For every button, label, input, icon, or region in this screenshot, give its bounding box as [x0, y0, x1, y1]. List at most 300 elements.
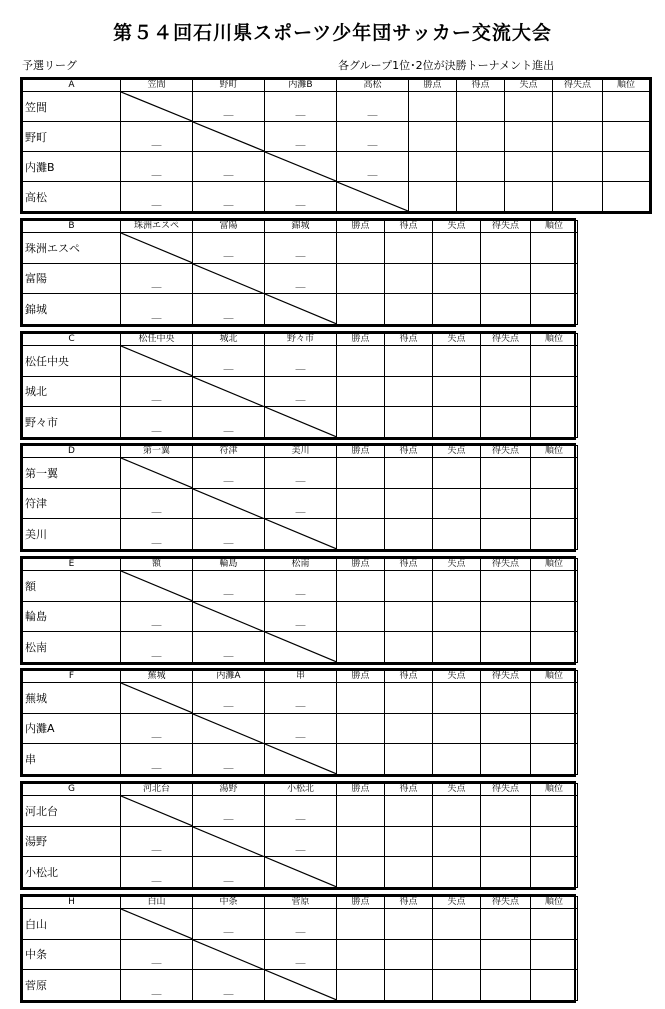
score-cell: [193, 294, 265, 325]
score-cell: [265, 458, 337, 489]
stat-header: 勝点: [409, 80, 457, 92]
score-cell: [193, 857, 265, 888]
diagonal-slash: [193, 940, 264, 970]
opponent-header: 松南: [265, 559, 337, 571]
stat-header: 得点: [385, 784, 433, 796]
score-cell: [337, 122, 409, 152]
stat-cell: [385, 407, 433, 438]
group-label: C: [23, 334, 121, 346]
stat-cell: [531, 713, 578, 744]
self-match-cell: [121, 796, 193, 827]
stat-cell: [531, 346, 578, 377]
score-cell: [265, 826, 337, 857]
blank-score: ＿: [151, 422, 162, 434]
stat-header: 勝点: [337, 559, 385, 571]
blank-score: ＿: [367, 107, 378, 118]
score-cell: [121, 601, 193, 632]
diagonal-slash: [193, 827, 264, 857]
table-row: [23, 571, 578, 602]
stat-cell: [531, 263, 578, 294]
diagonal-slash: [121, 233, 192, 263]
table-row: [23, 263, 578, 294]
team-name: 錦城: [23, 294, 121, 325]
stat-cell: [553, 182, 603, 212]
stat-header: 順位: [531, 671, 578, 683]
score-cell: [121, 263, 193, 294]
blank-score: ＿: [151, 616, 162, 628]
stat-cell: [481, 571, 531, 602]
team-name: 湯野: [23, 826, 121, 857]
diagonal-slash: [265, 519, 336, 549]
blank-score: ＿: [223, 473, 234, 485]
blank-score: ＿: [295, 391, 306, 403]
table-row: [23, 909, 578, 940]
team-name: 富陽: [23, 263, 121, 294]
self-match-cell: [193, 713, 265, 744]
blank-score: ＿: [295, 698, 306, 710]
advancement-note: 各グループ1位･2位が決勝トーナメント進出: [338, 59, 555, 72]
stat-cell: [337, 939, 385, 970]
stat-cell: [385, 632, 433, 663]
table-row: [23, 233, 578, 264]
diagonal-slash: [193, 489, 264, 519]
score-cell: [193, 458, 265, 489]
stat-cell: [385, 571, 433, 602]
stat-cell: [385, 713, 433, 744]
team-name: 珠洲エスペ: [23, 233, 121, 264]
group-e-table: [20, 556, 576, 665]
score-cell: [121, 970, 193, 1001]
stat-cell: [505, 122, 553, 152]
score-cell: [121, 857, 193, 888]
diagonal-slash: [265, 857, 336, 887]
blank-score: ＿: [295, 924, 306, 936]
score-cell: [265, 182, 337, 212]
blank-score: ＿: [151, 137, 162, 148]
score-cell: [193, 909, 265, 940]
stat-header: 得点: [385, 559, 433, 571]
blank-score: ＿: [223, 248, 234, 260]
stat-cell: [433, 519, 481, 550]
blank-score: ＿: [151, 391, 162, 403]
stat-cell: [531, 488, 578, 519]
diagonal-slash: [265, 632, 336, 662]
stat-cell: [337, 857, 385, 888]
stat-cell: [481, 683, 531, 714]
opponent-header: 符津: [193, 446, 265, 458]
blank-score: ＿: [223, 422, 234, 434]
table-row: [23, 970, 578, 1001]
group-d-table: [20, 443, 576, 552]
stat-cell: [481, 713, 531, 744]
table-row: [23, 857, 578, 888]
opponent-header: 野町: [193, 80, 265, 92]
team-name: 野々市: [23, 407, 121, 438]
stat-cell: [481, 970, 531, 1001]
blank-score: ＿: [223, 534, 234, 546]
team-name: 松南: [23, 632, 121, 663]
stat-cell: [553, 152, 603, 182]
stat-header: 失点: [433, 784, 481, 796]
stat-header: 順位: [531, 334, 578, 346]
stat-cell: [385, 294, 433, 325]
blank-score: ＿: [151, 872, 162, 884]
self-match-cell: [121, 92, 193, 122]
score-cell: [265, 909, 337, 940]
group-h-table: [20, 894, 576, 1003]
diagonal-slash: [193, 714, 264, 744]
stat-cell: [385, 939, 433, 970]
stat-cell: [481, 796, 531, 827]
group-label: H: [23, 897, 121, 909]
table-row: [23, 346, 578, 377]
diagonal-slash: [265, 294, 336, 324]
team-name: 美川: [23, 519, 121, 550]
diagonal-slash: [193, 602, 264, 632]
team-name: 蕪城: [23, 683, 121, 714]
blank-score: ＿: [295, 811, 306, 823]
blank-score: ＿: [151, 954, 162, 966]
team-name: 第一翼: [23, 458, 121, 489]
opponent-header: 額: [121, 559, 193, 571]
stat-cell: [481, 826, 531, 857]
stat-cell: [409, 182, 457, 212]
stat-cell: [481, 488, 531, 519]
opponent-header: 笠間: [121, 80, 193, 92]
stat-cell: [433, 571, 481, 602]
score-cell: [121, 407, 193, 438]
stat-cell: [409, 122, 457, 152]
stat-cell: [505, 182, 553, 212]
stat-cell: [337, 263, 385, 294]
diagonal-slash: [337, 182, 408, 211]
stat-cell: [433, 376, 481, 407]
self-match-cell: [265, 744, 337, 775]
score-cell: [121, 488, 193, 519]
self-match-cell: [121, 571, 193, 602]
opponent-header: 美川: [265, 446, 337, 458]
opponent-header: 城北: [193, 334, 265, 346]
stat-cell: [337, 346, 385, 377]
group-g-table: [20, 781, 576, 890]
blank-score: ＿: [295, 361, 306, 373]
blank-score: ＿: [295, 473, 306, 485]
score-cell: [193, 571, 265, 602]
diagonal-slash: [265, 407, 336, 437]
opponent-header: 野々市: [265, 334, 337, 346]
blank-score: ＿: [223, 759, 234, 771]
diagonal-slash: [121, 458, 192, 488]
blank-score: ＿: [223, 586, 234, 598]
opponent-header: 内灘B: [265, 80, 337, 92]
stat-header: 順位: [603, 80, 650, 92]
self-match-cell: [265, 152, 337, 182]
score-cell: [193, 683, 265, 714]
blank-score: ＿: [295, 503, 306, 515]
stat-header: 勝点: [337, 897, 385, 909]
diagonal-slash: [121, 909, 192, 939]
group-label: G: [23, 784, 121, 796]
stat-cell: [433, 632, 481, 663]
stat-cell: [337, 744, 385, 775]
stat-header: 得失点: [553, 80, 603, 92]
blank-score: ＿: [151, 985, 162, 997]
self-match-cell: [265, 294, 337, 325]
score-cell: [121, 519, 193, 550]
stat-header: 勝点: [337, 446, 385, 458]
stat-cell: [505, 92, 553, 122]
stat-cell: [433, 939, 481, 970]
blank-score: ＿: [151, 167, 162, 178]
stat-cell: [433, 683, 481, 714]
blank-score: ＿: [295, 954, 306, 966]
self-match-cell: [193, 263, 265, 294]
stat-cell: [409, 92, 457, 122]
stat-header: 勝点: [337, 784, 385, 796]
stat-cell: [409, 152, 457, 182]
team-name: 笠間: [23, 92, 121, 122]
diagonal-slash: [121, 346, 192, 376]
team-name: 城北: [23, 376, 121, 407]
stat-cell: [433, 294, 481, 325]
blank-score: ＿: [151, 278, 162, 290]
score-cell: [121, 826, 193, 857]
stat-cell: [531, 233, 578, 264]
table-row: [23, 519, 578, 550]
opponent-header: 湯野: [193, 784, 265, 796]
score-cell: [265, 346, 337, 377]
group-c-table: [20, 331, 576, 440]
stat-cell: [531, 826, 578, 857]
stat-cell: [433, 857, 481, 888]
table-row: [23, 796, 578, 827]
score-cell: [121, 294, 193, 325]
stat-cell: [337, 826, 385, 857]
stat-header: 順位: [531, 897, 578, 909]
stat-cell: [457, 182, 505, 212]
stat-header: 得失点: [481, 446, 531, 458]
self-match-cell: [265, 632, 337, 663]
score-cell: [265, 233, 337, 264]
stat-cell: [531, 909, 578, 940]
opponent-header: 輪島: [193, 559, 265, 571]
blank-score: ＿: [295, 586, 306, 598]
blank-score: ＿: [367, 137, 378, 148]
stat-header: 得失点: [481, 334, 531, 346]
blank-score: ＿: [223, 647, 234, 659]
score-cell: [193, 519, 265, 550]
stat-header: 得失点: [481, 671, 531, 683]
score-cell: [193, 970, 265, 1001]
stat-cell: [337, 488, 385, 519]
diagonal-slash: [193, 377, 264, 407]
stat-cell: [385, 909, 433, 940]
blank-score: ＿: [223, 924, 234, 936]
stat-cell: [505, 152, 553, 182]
diagonal-slash: [193, 264, 264, 294]
blank-score: ＿: [295, 841, 306, 853]
stat-cell: [433, 407, 481, 438]
self-match-cell: [121, 233, 193, 264]
stat-cell: [531, 744, 578, 775]
stat-cell: [531, 601, 578, 632]
stat-header: 順位: [531, 784, 578, 796]
self-match-cell: [265, 407, 337, 438]
score-cell: [121, 939, 193, 970]
table-row: [23, 294, 578, 325]
stat-cell: [531, 407, 578, 438]
group-f-table: [20, 668, 576, 777]
stat-header: 得失点: [481, 559, 531, 571]
blank-score: ＿: [367, 167, 378, 178]
team-name: 白山: [23, 909, 121, 940]
team-name: 松任中央: [23, 346, 121, 377]
group-b-table: [20, 218, 576, 327]
blank-score: ＿: [151, 503, 162, 515]
stat-cell: [457, 122, 505, 152]
team-name: 河北台: [23, 796, 121, 827]
stat-cell: [457, 152, 505, 182]
opponent-header: 中条: [193, 897, 265, 909]
score-cell: [265, 571, 337, 602]
score-cell: [265, 488, 337, 519]
stat-cell: [531, 796, 578, 827]
blank-score: ＿: [151, 647, 162, 659]
stat-header: 順位: [531, 221, 578, 233]
score-cell: [337, 152, 409, 182]
stat-cell: [337, 713, 385, 744]
stat-header: 失点: [433, 671, 481, 683]
stat-cell: [385, 683, 433, 714]
stat-cell: [531, 857, 578, 888]
stat-cell: [385, 744, 433, 775]
stat-cell: [385, 970, 433, 1001]
score-cell: [193, 152, 265, 182]
stat-cell: [481, 346, 531, 377]
stat-cell: [385, 519, 433, 550]
stat-cell: [433, 909, 481, 940]
score-cell: [265, 683, 337, 714]
opponent-header: 第一翼: [121, 446, 193, 458]
stat-cell: [337, 909, 385, 940]
blank-score: ＿: [295, 137, 306, 148]
score-cell: [193, 182, 265, 212]
blank-score: ＿: [295, 107, 306, 118]
table-row: [23, 939, 578, 970]
score-cell: [121, 152, 193, 182]
opponent-header: 富陽: [193, 221, 265, 233]
score-cell: [121, 376, 193, 407]
team-name: 小松北: [23, 857, 121, 888]
opponent-header: 錦城: [265, 221, 337, 233]
team-name: 高松: [23, 182, 121, 212]
group-label: E: [23, 559, 121, 571]
stat-cell: [337, 683, 385, 714]
stat-cell: [481, 294, 531, 325]
self-match-cell: [265, 519, 337, 550]
stat-cell: [433, 233, 481, 264]
stat-header: 得失点: [481, 784, 531, 796]
self-match-cell: [193, 376, 265, 407]
stat-header: 得点: [385, 671, 433, 683]
stat-header: 失点: [433, 897, 481, 909]
team-name: 菅原: [23, 970, 121, 1001]
stat-cell: [385, 233, 433, 264]
team-name: 串: [23, 744, 121, 775]
blank-score: ＿: [151, 759, 162, 771]
stat-cell: [553, 122, 603, 152]
stat-header: 勝点: [337, 671, 385, 683]
blank-score: ＿: [223, 309, 234, 321]
stat-header: 得点: [385, 334, 433, 346]
score-cell: [265, 713, 337, 744]
blank-score: ＿: [151, 197, 162, 208]
team-name: 輪島: [23, 601, 121, 632]
table-row: [23, 376, 578, 407]
stat-header: 得点: [385, 446, 433, 458]
score-cell: [265, 939, 337, 970]
stat-cell: [481, 233, 531, 264]
stat-cell: [337, 796, 385, 827]
stat-cell: [385, 488, 433, 519]
blank-score: ＿: [223, 197, 234, 208]
blank-score: ＿: [295, 248, 306, 260]
self-match-cell: [121, 458, 193, 489]
stat-header: 得点: [457, 80, 505, 92]
group-label: F: [23, 671, 121, 683]
stat-cell: [457, 92, 505, 122]
opponent-header: 蕪城: [121, 671, 193, 683]
group-a-table: [20, 77, 652, 214]
stat-header: 勝点: [337, 221, 385, 233]
stat-cell: [553, 92, 603, 122]
stat-cell: [433, 970, 481, 1001]
stat-header: 順位: [531, 559, 578, 571]
self-match-cell: [193, 122, 265, 152]
team-name: 符津: [23, 488, 121, 519]
stat-cell: [337, 519, 385, 550]
stat-cell: [531, 970, 578, 1001]
table-row: [23, 683, 578, 714]
stat-cell: [337, 294, 385, 325]
self-match-cell: [121, 909, 193, 940]
score-cell: [265, 796, 337, 827]
self-match-cell: [337, 182, 409, 212]
table-row: [23, 744, 578, 775]
stat-cell: [433, 796, 481, 827]
score-cell: [193, 796, 265, 827]
stat-cell: [603, 152, 650, 182]
diagonal-slash: [193, 122, 264, 151]
score-cell: [121, 713, 193, 744]
score-cell: [193, 92, 265, 122]
self-match-cell: [121, 683, 193, 714]
opponent-header: 菅原: [265, 897, 337, 909]
stat-cell: [433, 826, 481, 857]
stat-cell: [481, 376, 531, 407]
group-label: B: [23, 221, 121, 233]
stat-cell: [481, 407, 531, 438]
score-cell: [265, 92, 337, 122]
stat-header: 得失点: [481, 897, 531, 909]
self-match-cell: [193, 601, 265, 632]
table-row: [23, 122, 650, 152]
page-title: 第５４回石川県スポーツ少年団サッカー交流大会: [113, 22, 552, 44]
diagonal-slash: [121, 796, 192, 826]
stat-cell: [337, 407, 385, 438]
stat-header: 得点: [385, 221, 433, 233]
score-cell: [121, 632, 193, 663]
